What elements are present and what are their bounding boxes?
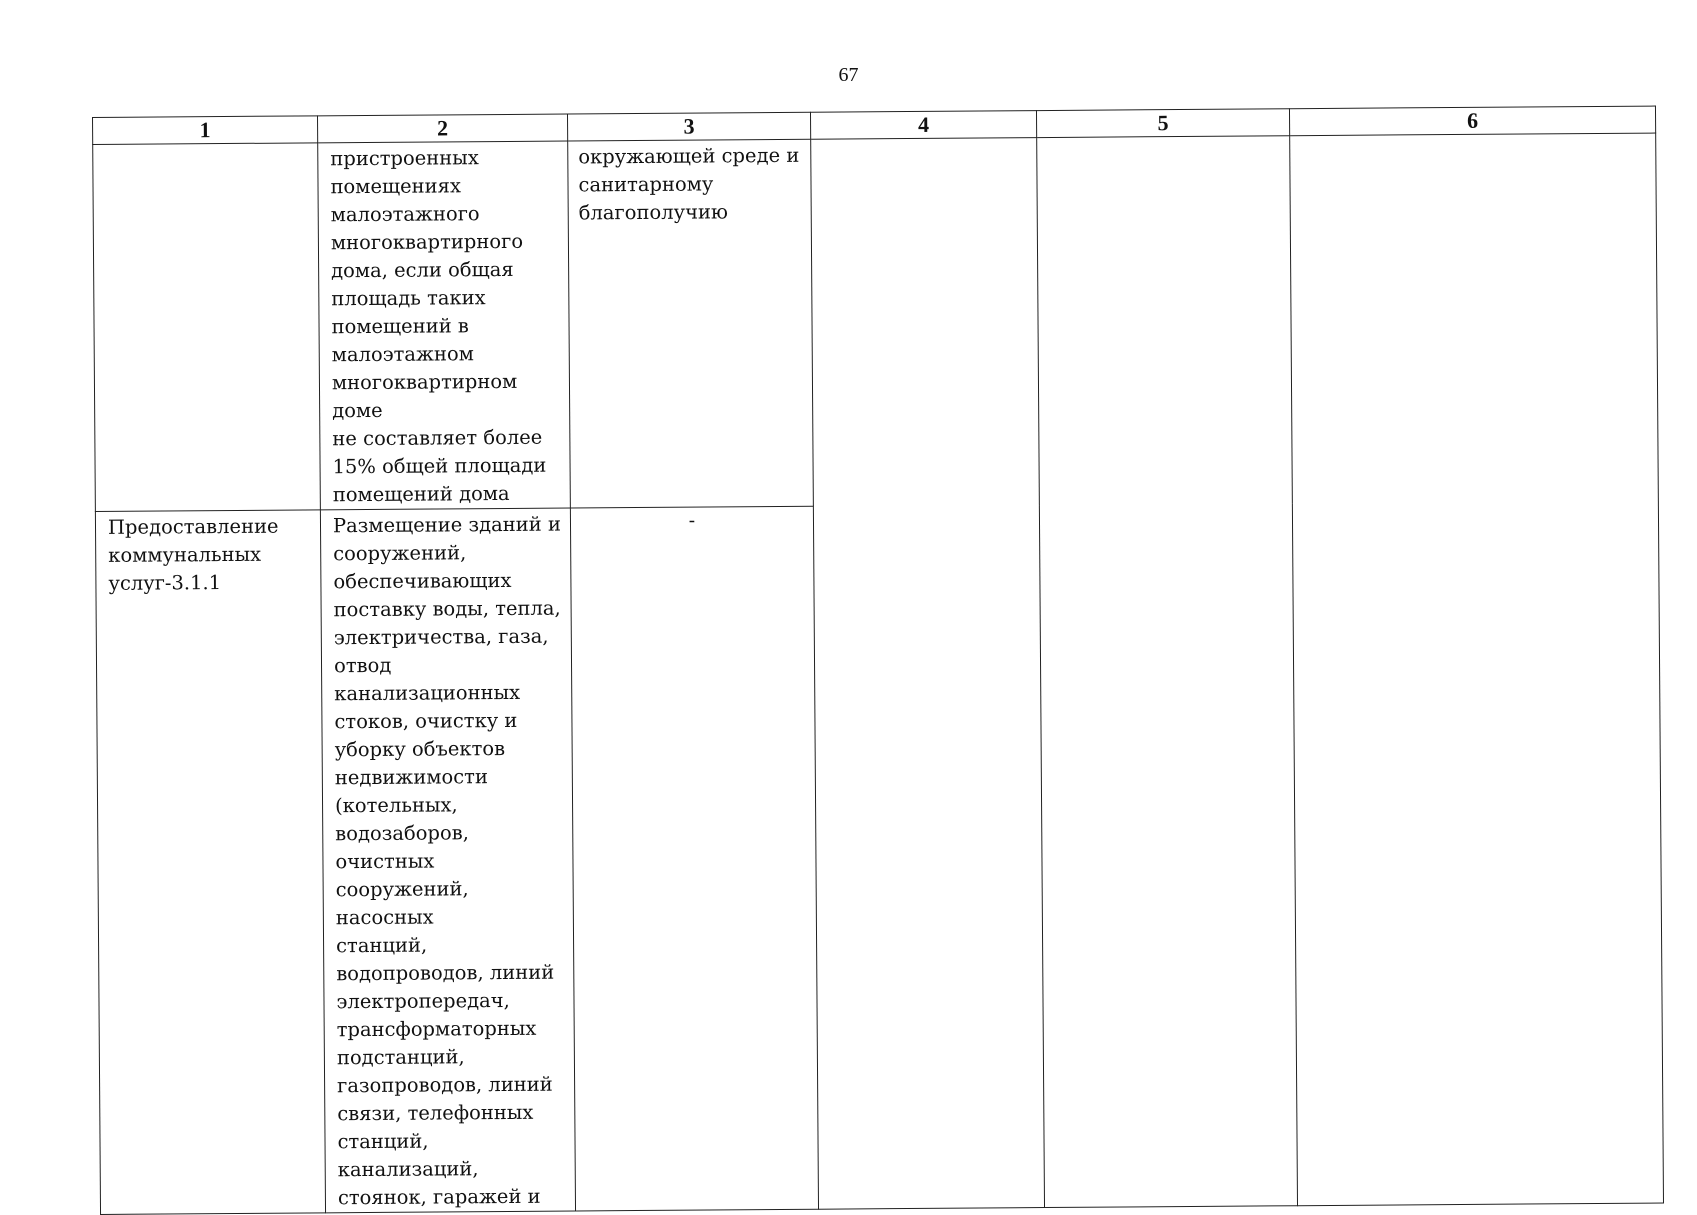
text-line: дома, если общая bbox=[331, 257, 514, 283]
row-b-col1-cell bbox=[95, 510, 325, 1215]
row-a-col3-cell bbox=[568, 139, 814, 508]
col4-merged-cell bbox=[811, 138, 1045, 1210]
document-table-wrapper bbox=[92, 106, 1664, 1215]
text-line: благополучию bbox=[578, 200, 728, 225]
text-line: Предоставление bbox=[107, 514, 279, 539]
header-col-3: 3 bbox=[567, 112, 810, 141]
text-line: многоквартирном доме bbox=[331, 369, 518, 423]
header-col-4: 4 bbox=[810, 111, 1036, 140]
text-line: стоянок, гаражей и bbox=[337, 1184, 541, 1210]
text-line: коммунальных bbox=[108, 542, 262, 567]
text-line: многоквартирного bbox=[330, 229, 524, 255]
text-line: помещениях bbox=[330, 174, 462, 199]
text-line: помещений дома bbox=[332, 481, 510, 507]
header-col-2: 2 bbox=[317, 114, 567, 143]
header-col-1: 1 bbox=[93, 116, 318, 145]
text-line: отвод bbox=[333, 653, 392, 678]
header-col-6: 6 bbox=[1289, 106, 1655, 136]
text-line: окружающей среде и bbox=[578, 143, 800, 169]
row-a-col3-text bbox=[568, 140, 811, 228]
text-line: водопроводов, линий bbox=[336, 960, 555, 986]
text-line: (котельных, bbox=[334, 793, 458, 818]
row-a-col2-cell bbox=[318, 141, 571, 510]
text-line: трансформаторных bbox=[336, 1016, 537, 1042]
text-line: санитарному bbox=[578, 172, 714, 197]
text-line: Размещение зданий и bbox=[332, 512, 562, 538]
text-line: связи, телефонных bbox=[337, 1100, 534, 1126]
text-line: не составляет более bbox=[332, 425, 543, 451]
row-b-col2-cell bbox=[320, 508, 575, 1213]
text-line: 15% общей площади bbox=[332, 453, 547, 479]
text-line: малоэтажном bbox=[331, 342, 474, 367]
text-line: площадь таких bbox=[331, 286, 486, 311]
land-use-table bbox=[92, 106, 1664, 1215]
row-a-col1-cell bbox=[93, 143, 321, 512]
text-line: станций, канализаций, bbox=[337, 1129, 479, 1182]
page-number: 67 bbox=[838, 64, 859, 86]
text-line: уборку объектов bbox=[334, 736, 506, 762]
col5-merged-cell bbox=[1037, 136, 1298, 1208]
row-b-col3-dash: - bbox=[688, 509, 696, 532]
table-row bbox=[93, 133, 1659, 511]
text-line: недвижимости bbox=[334, 765, 489, 790]
row-b-description bbox=[321, 509, 575, 1213]
text-line: поставку воды, тепла, bbox=[333, 596, 561, 622]
row-a-description bbox=[318, 142, 570, 510]
text-line: сооружений, bbox=[333, 541, 467, 566]
text-line: обеспечивающих bbox=[333, 568, 512, 594]
text-line: канализационных bbox=[334, 680, 521, 706]
header-col-5: 5 bbox=[1036, 109, 1289, 138]
text-line: малоэтажного bbox=[330, 202, 480, 227]
text-line: стоков, очистку и bbox=[334, 708, 518, 734]
col6-merged-cell bbox=[1290, 133, 1664, 1206]
text-line: газопроводов, линий bbox=[337, 1072, 553, 1098]
text-line: подстанций, bbox=[336, 1045, 465, 1070]
text-line: станций, bbox=[335, 933, 428, 958]
row-b-col3-cell bbox=[570, 506, 818, 1211]
text-line: электропередач, bbox=[336, 988, 510, 1014]
text-line: помещений в bbox=[331, 314, 469, 339]
row-b-land-use-name bbox=[96, 510, 321, 598]
text-line: электричества, газа, bbox=[333, 624, 549, 650]
text-line: пристроенных bbox=[330, 146, 479, 171]
text-line: сооружений, насосных bbox=[335, 877, 469, 930]
text-line: услуг-3.1.1 bbox=[108, 571, 222, 595]
text-line: водозаборов, очистных bbox=[335, 821, 469, 874]
